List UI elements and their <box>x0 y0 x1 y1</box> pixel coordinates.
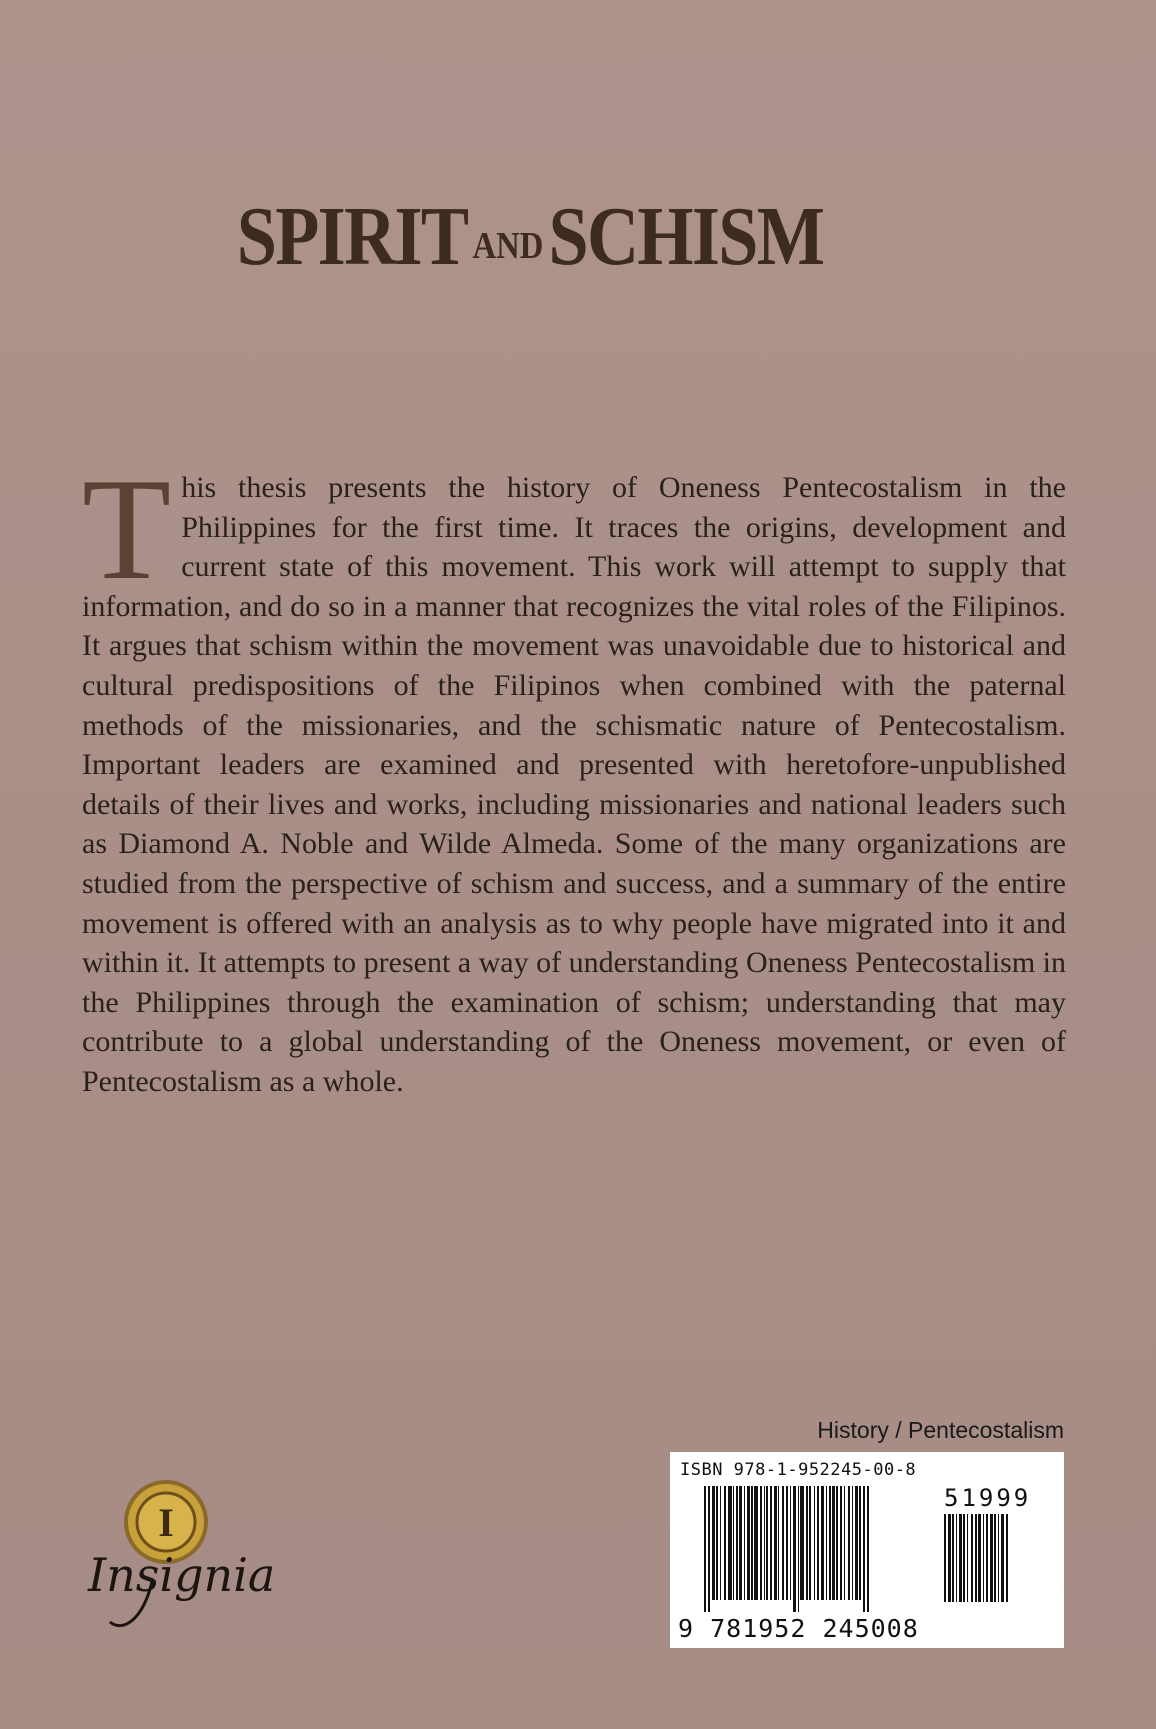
ean-bars <box>704 1486 914 1616</box>
barcode-bar <box>978 1514 981 1602</box>
barcode-bar <box>1006 1514 1008 1602</box>
book-title <box>74 190 986 283</box>
seal-letter: I <box>158 1500 174 1545</box>
barcode-bar <box>728 1486 732 1600</box>
barcode-bar <box>800 1486 804 1600</box>
barcode-bar <box>956 1514 957 1602</box>
barcode-bar <box>975 1514 977 1602</box>
barcode-bar <box>814 1486 815 1600</box>
isbn-number: ISBN 978-1-952245-00-8 <box>680 1460 917 1480</box>
barcode-bar <box>983 1514 984 1602</box>
barcode-bar <box>774 1486 777 1600</box>
barcode-bar <box>716 1486 718 1600</box>
barcode-bar <box>990 1514 993 1602</box>
barcode-bar <box>733 1486 734 1600</box>
barcode-bar <box>967 1514 968 1602</box>
barcode-bar <box>852 1486 853 1600</box>
blurb-text: his thesis presents the history of Oneness Pentecostalism in the Philippines for the first time. It traces the origins, development and current state of this movement. This work will attempt to supply that information, and do so in a manner that recognizes the vital roles of the Filipinos. It argues that schism within the movement was unavoidable due to historical and cultural predispositions of the Filipinos when combined with the paternal methods of the missionaries, and the schismatic nature of Pentecostalism. Important leaders are examined and presented with heretofore-unpublished details of their lives and works, including missionaries and national leaders such as Diamond A. Noble and Wilde Almeda. Some of the many organizations are studied from the perspective of schism and success, and a summary of the entire movement is offered with an analysis as to why people have migrated into it and within it. It attempts to present a way of understanding Oneness Pentecostalism in the Philippines through the examination of schism; understanding that may contribute to a global understanding of the Oneness movement, or even of Pentecostalism as a whole. <box>82 471 1066 1098</box>
barcode-bar <box>963 1514 965 1602</box>
barcode-bar <box>809 1486 811 1600</box>
barcode-bar <box>786 1486 788 1600</box>
barcode-bar <box>959 1514 962 1602</box>
barcode-bar <box>859 1486 861 1600</box>
barcode-bar <box>863 1486 865 1612</box>
barcode-bar <box>1001 1514 1004 1602</box>
barcode-bar <box>836 1486 838 1600</box>
barcode-bar <box>821 1486 824 1600</box>
blurb-paragraph <box>82 448 1066 1102</box>
ean-digits: 9 781952 245008 <box>678 1614 919 1643</box>
barcode-bar <box>829 1486 831 1600</box>
barcode-bar <box>712 1486 715 1600</box>
barcode-bar <box>826 1486 827 1600</box>
drop-cap: T <box>82 448 172 610</box>
barcode-bar <box>720 1486 721 1600</box>
barcode-bar <box>806 1486 808 1600</box>
barcode-bar <box>944 1514 946 1602</box>
barcode-bar <box>704 1486 706 1612</box>
barcode-bar <box>848 1486 850 1600</box>
barcode-bar <box>986 1514 988 1602</box>
barcode-bar <box>793 1486 796 1612</box>
barcode-bar <box>751 1486 753 1600</box>
barcode-bar <box>994 1514 996 1602</box>
publisher-name: Insignia <box>88 1548 276 1602</box>
isbn-barcode <box>670 1452 1064 1648</box>
barcode-bar <box>764 1486 765 1600</box>
price-bars <box>944 1514 1048 1612</box>
barcode-bar <box>736 1486 738 1600</box>
barcode-bar <box>948 1514 951 1602</box>
barcode-bar <box>790 1486 791 1600</box>
barcode-bar <box>754 1486 758 1600</box>
price-code: 51999 <box>944 1484 1032 1512</box>
barcode-bar <box>766 1486 768 1600</box>
barcode-bar <box>778 1486 779 1600</box>
barcode-bar <box>867 1486 869 1612</box>
barcode-bar <box>844 1486 845 1600</box>
barcode-bar <box>998 1514 999 1602</box>
barcode-bar <box>724 1486 726 1600</box>
barcode-bar <box>855 1486 858 1600</box>
barcode-bar <box>770 1486 772 1600</box>
barcode-bar <box>782 1486 784 1600</box>
barcode-bar <box>708 1486 710 1612</box>
title-word-and: AND <box>472 225 544 267</box>
barcode-bar <box>739 1486 742 1600</box>
barcode-bar <box>840 1486 842 1600</box>
barcode-bar <box>747 1486 750 1600</box>
bisac-category: History / Pentecostalism <box>817 1417 1064 1443</box>
barcode-bar <box>971 1514 973 1602</box>
barcode-bar <box>744 1486 745 1600</box>
title-word-spirit: SPIRIT <box>236 190 468 283</box>
barcode-bar <box>760 1486 762 1600</box>
barcode-bar <box>817 1486 819 1600</box>
barcode-bar <box>798 1486 799 1612</box>
barcode-bar <box>952 1514 954 1602</box>
barcode-bar <box>832 1486 835 1600</box>
title-word-schism: SCHISM <box>548 190 824 283</box>
